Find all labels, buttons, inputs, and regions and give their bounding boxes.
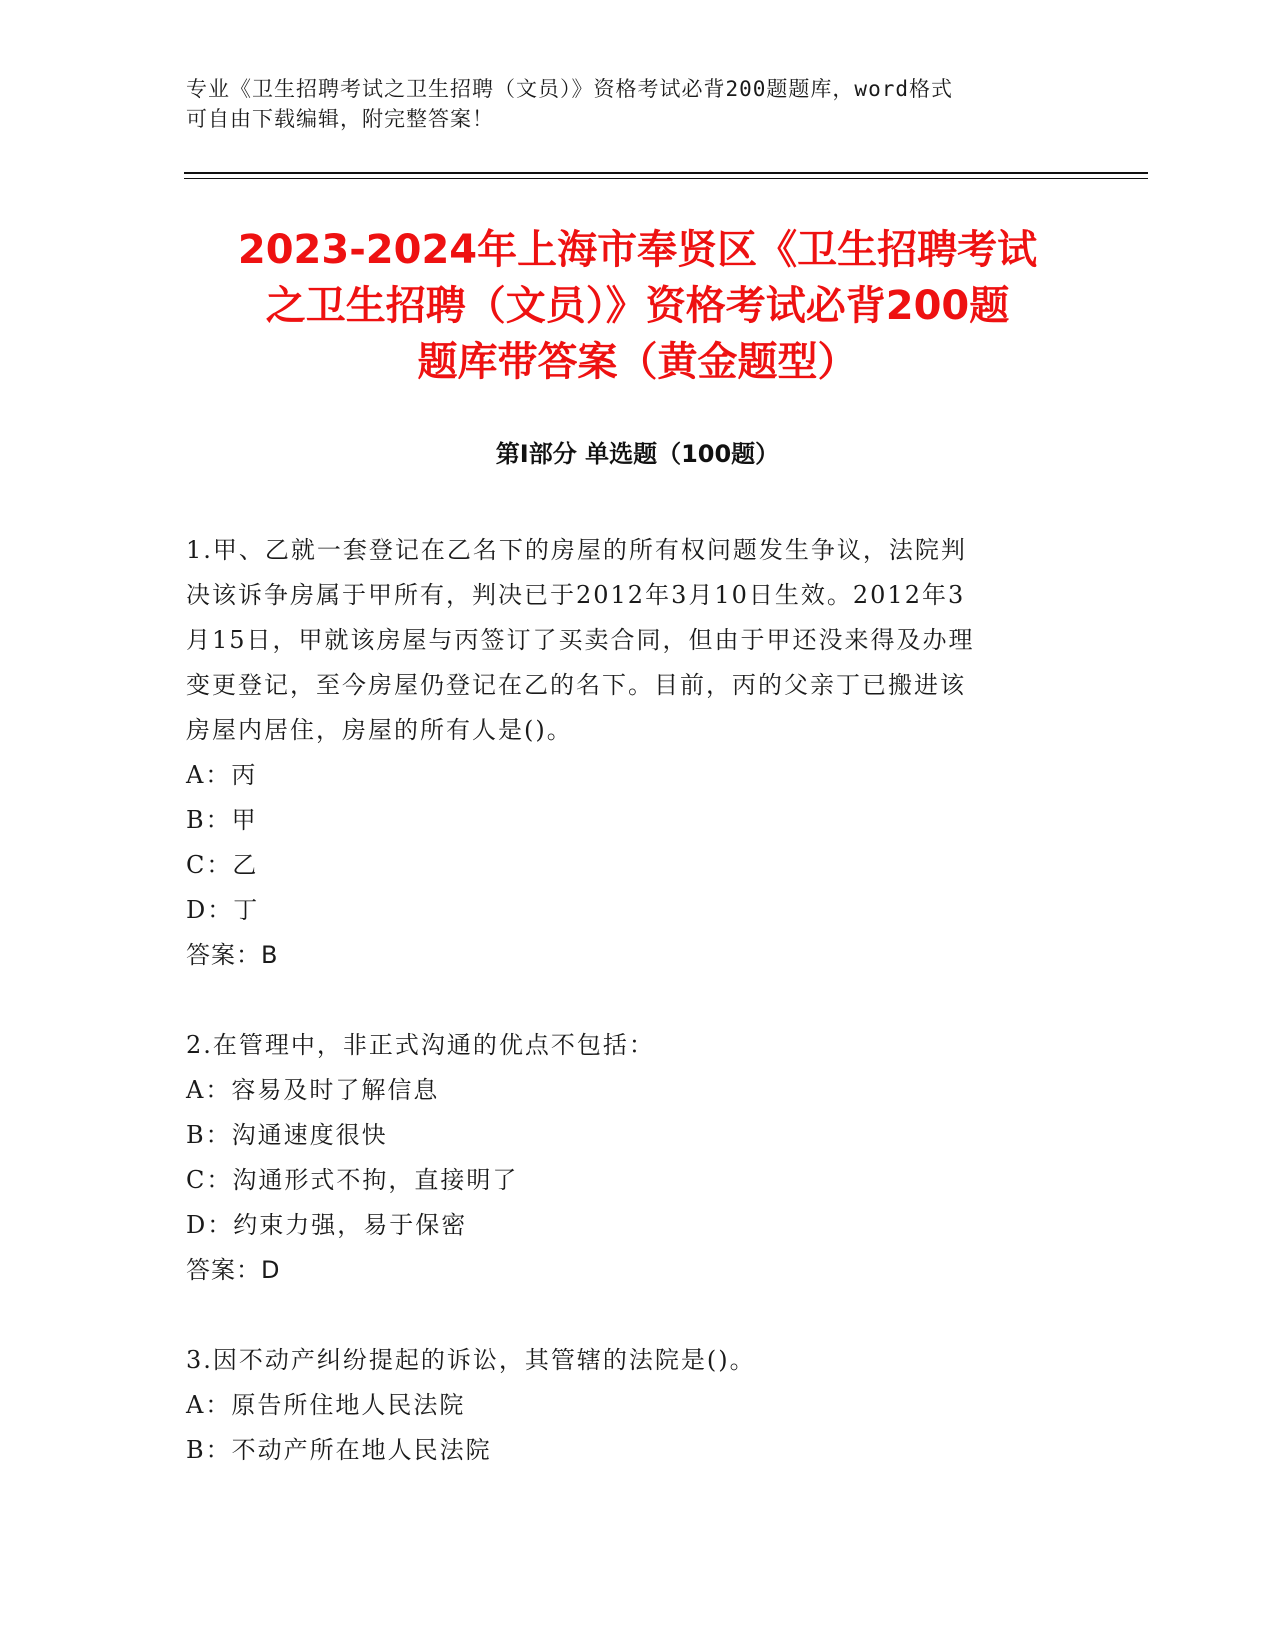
- document-title: [150, 222, 1125, 390]
- option-a: A：原告所住地人民法院: [186, 1391, 466, 1419]
- option-c: C：乙: [186, 851, 259, 879]
- option-d: D：丁: [186, 896, 260, 924]
- option-b: B：不动产所在地人民法院: [186, 1436, 492, 1464]
- header-note: [186, 74, 1066, 134]
- option-a: A：容易及时了解信息: [186, 1076, 440, 1104]
- question-spacer: [186, 978, 1086, 1023]
- question-spacer: [186, 1293, 1086, 1338]
- question-stem-line: 房屋内居住，房屋的所有人是()。: [186, 716, 573, 744]
- title-line: 之卫生招聘（文员）》资格考试必背200题: [265, 283, 1010, 329]
- option-a: A：丙: [186, 761, 258, 789]
- title-line: 2023-2024年上海市奉贤区《卫生招聘考试: [237, 227, 1038, 273]
- option-b: B：甲: [186, 806, 258, 834]
- header-divider-thin: [184, 178, 1148, 179]
- header-divider-thick: [184, 172, 1148, 174]
- question-stem-line: 1.甲、乙就一套登记在乙名下的房屋的所有权问题发生争议，法院判: [186, 536, 967, 564]
- question-stem-line: 2.在管理中，非正式沟通的优点不包括：: [186, 1031, 655, 1059]
- option-c: C：沟通形式不拘，直接明了: [186, 1166, 519, 1194]
- title-line: 题库带答案（黄金题型）: [417, 339, 858, 385]
- question-stem-line: 变更登记，至今房屋仍登记在乙的名下。目前，丙的父亲丁已搬进该: [186, 671, 966, 699]
- question-stem-line: 决该诉争房属于甲所有，判决已于2012年3月10日生效。2012年3: [186, 581, 966, 609]
- question-1: [186, 528, 1086, 978]
- answer-line: 答案：D: [186, 1256, 281, 1284]
- section-heading: 第Ⅰ部分 单选题（100题）: [495, 440, 780, 468]
- question-2: [186, 1023, 1086, 1293]
- header-note-line: 可自由下载编辑，附完整答案！: [186, 107, 494, 131]
- option-b: B：沟通速度很快: [186, 1121, 388, 1149]
- answer-line: 答案：B: [186, 941, 279, 969]
- question-list: [186, 528, 1086, 1473]
- question-stem-line: 3.因不动产纠纷提起的诉讼，其管辖的法院是()。: [186, 1346, 756, 1374]
- question-stem-line: 月15日，甲就该房屋与丙签订了买卖合同，但由于甲还没来得及办理: [186, 626, 975, 654]
- option-d: D：约束力强，易于保密: [186, 1211, 468, 1239]
- header-note-line: 专业《卫生招聘考试之卫生招聘（文员）》资格考试必背200题题库，word格式: [186, 77, 953, 101]
- question-3: [186, 1338, 1086, 1473]
